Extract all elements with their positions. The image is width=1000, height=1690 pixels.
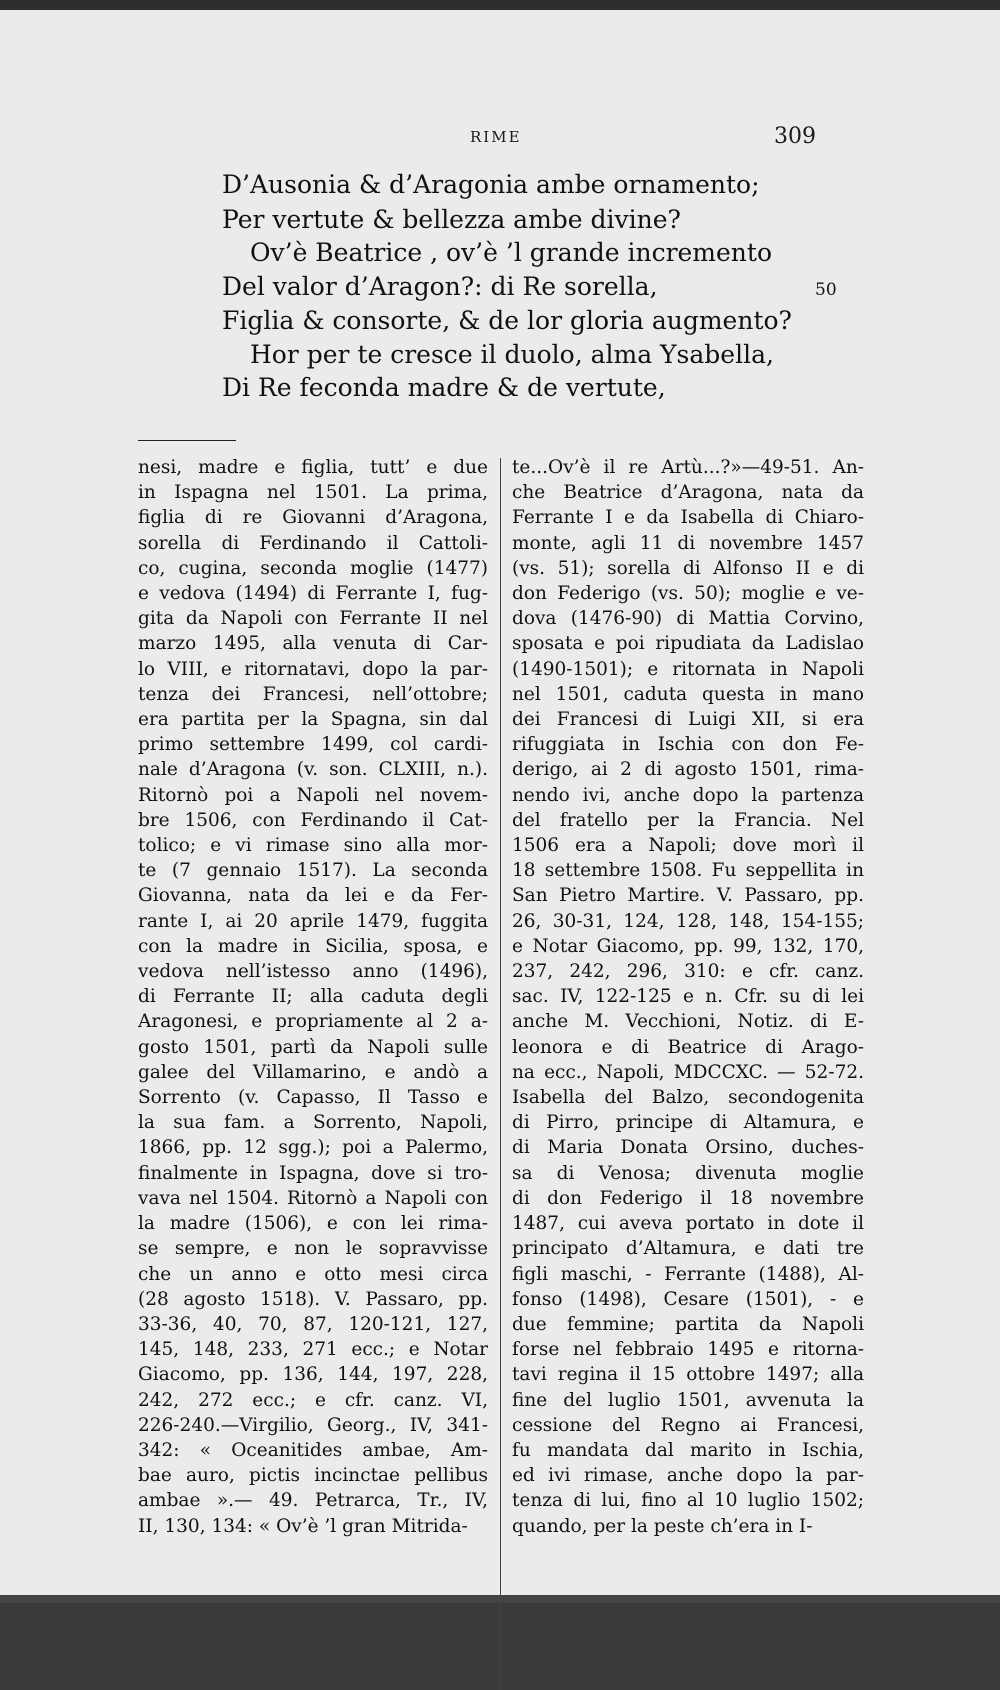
footnote-line: 18 settembre 1508. Fu seppellita in (512, 860, 864, 882)
footnote-column-left (138, 455, 488, 1539)
verse-line: D’Ausonia & d’Aragonia ambe ornamento; (222, 170, 760, 199)
footnote-line: se sempre, e non le sopravvisse (138, 1238, 488, 1260)
footnote-line: Sorrento (v. Capasso, Il Tasso e (138, 1087, 488, 1109)
verse-line: Del valor d’Aragon?: di Re sorella, (222, 272, 658, 301)
footnote-line: co, cugina, seconda moglie (1477) (138, 557, 488, 579)
footnote-line: derigo, ai 2 di agosto 1501, rima- (512, 759, 864, 781)
footnote-line: figlia di re Giovanni d’Aragona, (138, 507, 488, 529)
page-header (0, 124, 1000, 154)
footnote-line: nendo ivi, anche dopo la partenza (512, 784, 864, 806)
footnote-line: vava nel 1504. Ritornò a Napoli con (138, 1187, 488, 1209)
footnote-line: 26, 30-31, 124, 128, 148, 154-155; (512, 910, 864, 932)
footnote-line: quando, per la peste ch’era in I- (512, 1515, 813, 1537)
footnote-line: primo settembre 1499, col cardi- (138, 734, 488, 756)
footnote-line: te...Ov’è il re Artù...?»—49-51. An- (512, 457, 864, 478)
verse-line: Per vertute & bellezza ambe divine? (222, 205, 681, 234)
footnote-line: (vs. 51); sorella di Alfonso II e di (512, 557, 864, 579)
footnote-line: marzo 1495, alla venuta di Car- (138, 633, 488, 655)
footnote-line: 1487, cui aveva portato in dote il (512, 1213, 864, 1235)
footnote-line: e Notar Giacomo, pp. 99, 132, 170, (512, 935, 864, 957)
page-number: 309 (774, 124, 816, 149)
footnote-line: sa di Venosa; divenuta moglie (512, 1162, 864, 1184)
footnote-line: San Pietro Martire. V. Passaro, pp. (512, 885, 864, 907)
footnote-line: era partita per la Spagna, sin dal (138, 709, 488, 731)
footnote-line: fu mandata dal marito in Ischia, (512, 1439, 864, 1461)
footnote-line: 237, 242, 296, 310: e cfr. canz. (512, 961, 864, 983)
footnote-line: dei Francesi di Luigi XII, si era (512, 709, 864, 731)
footnote-line: II, 130, 134: « Ov’è ’l gran Mitrida- (138, 1515, 468, 1537)
footnote-line: 1866, pp. 12 sgg.); poi a Palermo, (138, 1137, 488, 1159)
footnote-line: tavi regina il 15 ottobre 1497; alla (512, 1364, 864, 1386)
footnote-line: tenza dei Francesi, nell’ottobre; (138, 683, 488, 705)
footnote-line: di don Federigo il 18 novembre (512, 1187, 864, 1209)
footnote-line: 33-36, 40, 70, 87, 120-121, 127, (138, 1313, 488, 1335)
page-top-edge (0, 0, 1000, 10)
footnote-line: 242, 272 ecc.; e cfr. canz. VI, (138, 1389, 488, 1411)
footnote-line: sac. IV, 122-125 e n. Cfr. su di lei (512, 986, 864, 1008)
footnote-line: due femmine; partita da Napoli (512, 1313, 864, 1335)
footnote-line: la madre (1506), e con lei rima- (138, 1213, 488, 1235)
footnote-line: vedova nell’istesso anno (1496), (138, 961, 488, 983)
footnote-line: 145, 148, 233, 271 ecc.; e Notar (138, 1339, 488, 1361)
footnote-line: leonora e di Beatrice di Arago- (512, 1036, 864, 1058)
footnote-line: Giacomo, pp. 136, 144, 197, 228, (138, 1364, 488, 1386)
footnote-line: rifuggiata in Ischia con don Fe- (512, 734, 864, 756)
footnote-line: gita da Napoli con Ferrante II nel (138, 608, 488, 630)
footnote-line: con la madre in Sicilia, sposa, e (138, 935, 488, 957)
footnote-line: Ritornò poi a Napoli nel novem- (138, 784, 488, 806)
footnote-line: rante I, ai 20 aprile 1479, fuggita (138, 910, 488, 932)
verse-line: Hor per te cresce il duolo, alma Ysabella, (250, 340, 774, 369)
footnote-column-right (512, 455, 864, 1539)
footnote-line: che un anno e otto mesi circa (138, 1263, 488, 1285)
footnote-line: di Maria Donata Orsino, duches- (512, 1137, 864, 1159)
page-bottom-edge (0, 1595, 1000, 1603)
column-divider (500, 458, 501, 1690)
footnote-line: fine del luglio 1501, avvenuta la (512, 1389, 864, 1411)
footnote-line: monte, agli 11 di novembre 1457 (512, 532, 864, 554)
footnote-line: del fratello per la Francia. Nel (512, 809, 864, 831)
verse-line: Ov’è Beatrice , ov’è ’l grande incremento (250, 238, 773, 267)
footnote-line: 342: « Oceanitides ambae, Am- (138, 1439, 488, 1461)
running-head: RIME (470, 128, 522, 146)
footnote-line: fonso (1498), Cesare (1501), - e (512, 1288, 864, 1310)
footnote-line: dova (1476-90) di Mattia Corvino, (512, 608, 864, 630)
footnote-line: sposata e poi ripudiata da Ladislao (512, 633, 864, 655)
footnote-line: finalmente in Ispagna, dove si tro- (138, 1162, 488, 1184)
footnote-line: la sua fam. a Sorrento, Napoli, (138, 1112, 488, 1134)
footnote-line: lo VIII, e ritornatavi, dopo la par- (138, 658, 488, 680)
footnote-line: ed ivi rimase, anche dopo la par- (512, 1465, 864, 1487)
footnote-line: di Ferrante II; alla caduta degli (138, 986, 488, 1008)
verse-line-number: 50 (815, 280, 837, 300)
footnote-line: tenza di lui, fino al 10 luglio 1502; (512, 1490, 864, 1512)
footnote-line: Giovanna, nata da lei e da Fer- (138, 885, 488, 907)
footnote-line: in Ispagna nel 1501. La prima, (138, 482, 488, 504)
footnote-line: gosto 1501, partì da Napoli sulle (138, 1036, 488, 1058)
footnote-line: nale d’Aragona (v. son. CLXIII, n.). (138, 759, 488, 781)
footnote-line: e vedova (1494) di Ferrante I, fug- (138, 583, 488, 605)
footnote-line: forse nel febbraio 1495 e ritorna- (512, 1339, 864, 1361)
verse-line: Di Re feconda madre & de vertute, (222, 373, 666, 402)
footnote-line: principato d’Altamura, e dati tre (512, 1238, 864, 1260)
footnote-line: 226-240.—Virgilio, Georg., IV, 341- (138, 1414, 488, 1436)
footnote-line: Isabella del Balzo, secondogenita (512, 1087, 864, 1109)
footnote-line: tolico; e vi rimase sino alla mor- (138, 835, 488, 857)
footnote-line: Aragonesi, e propriamente al 2 a- (138, 1011, 488, 1033)
footnote-line: nel 1501, caduta questa in mano (512, 683, 864, 705)
footnote-line: don Federigo (vs. 50); moglie e ve- (512, 583, 864, 605)
footnote-line: figli maschi, - Ferrante (1488), Al- (512, 1263, 864, 1285)
footnote-line: bae auro, pictis incinctae pellibus (138, 1465, 488, 1487)
footnote-line: di Pirro, principe di Altamura, e (512, 1112, 864, 1134)
footnote-line: anche M. Vecchioni, Notiz. di E- (512, 1011, 864, 1033)
footnote-line: cessione del Regno ai Francesi, (512, 1414, 864, 1436)
footnote-line: na ecc., Napoli, MDCCXC. — 52-72. (512, 1061, 864, 1083)
footnote-line: (1490-1501); e ritornata in Napoli (512, 658, 864, 680)
footnote-line: ambae ».— 49. Petrarca, Tr., IV, (138, 1490, 488, 1512)
footnote-separator-rule (138, 440, 236, 441)
verse-line: Figlia & consorte, & de lor gloria augmento? (222, 306, 792, 335)
footnote-line: 1506 era a Napoli; dove morì il (512, 835, 864, 857)
footnote-line: che Beatrice d’Aragona, nata da (512, 482, 864, 504)
footnote-line: (28 agosto 1518). V. Passaro, pp. (138, 1288, 488, 1310)
footnote-line: Ferrante I e da Isabella di Chiaro- (512, 507, 864, 529)
footnote-line: bre 1506, con Ferdinando il Cat- (138, 809, 488, 831)
footnote-line: galee del Villamarino, e andò a (138, 1061, 488, 1083)
footnote-line: sorella di Ferdinando il Cattoli- (138, 532, 488, 554)
footnote-line: nesi, madre e figlia, tutt’ e due (138, 457, 488, 478)
footnote-line: te (7 gennaio 1517). La seconda (138, 860, 488, 882)
